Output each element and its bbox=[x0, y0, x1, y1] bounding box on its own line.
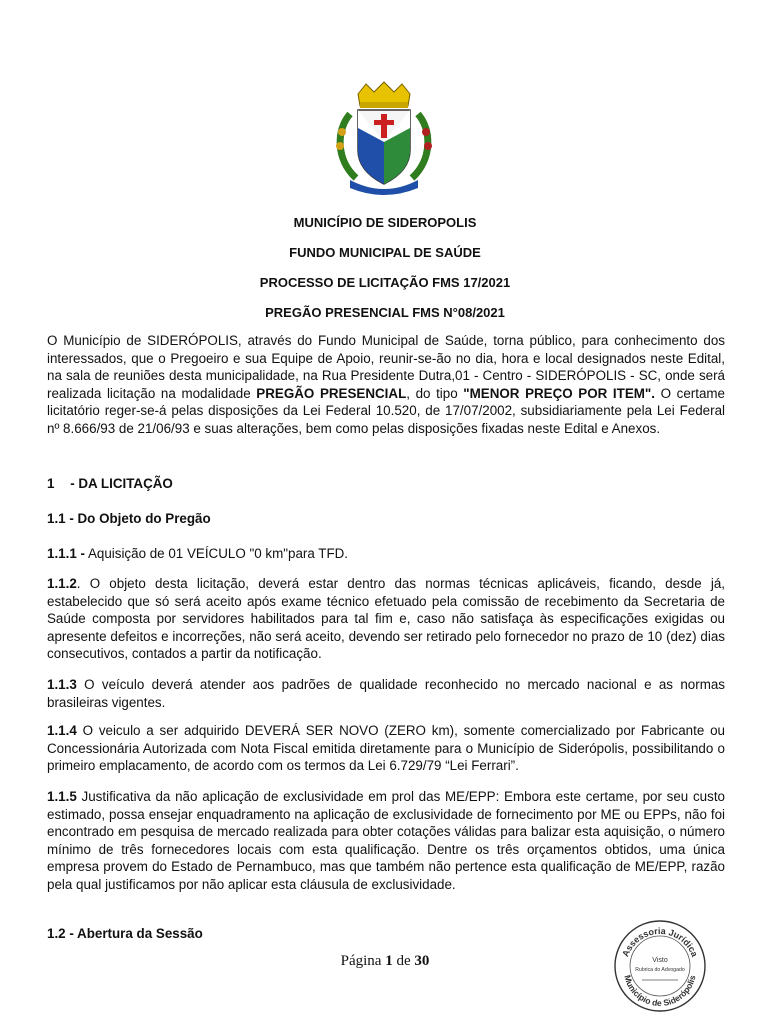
footer-separator: de bbox=[392, 953, 415, 969]
footer-page-number: 1 bbox=[385, 953, 393, 969]
stamp-arc-bottom: Município de Siderópolis bbox=[622, 973, 698, 1009]
stamp-arc-top: Assessoria Jurídica bbox=[620, 925, 700, 959]
intro-text-3: O certame licitatório reger-se-á pelas disposições da Lei Federal 10.520, de 17/07/2002, subsidiariamente pela Lei Federal nº 8.666/93 de 21/06/93 e suas alterações, bem como pelas disposições fixadas neste Edital e Anexos. bbox=[47, 385, 726, 436]
clause-1-1-2-number: 1.1.2 bbox=[47, 576, 77, 591]
clause-1-1-5-number: 1.1.5 bbox=[47, 789, 77, 804]
section-1-number: 1 bbox=[47, 476, 55, 491]
header-pregao: PREGÃO PRESENCIAL FMS N°08/2021 bbox=[265, 305, 505, 320]
intro-bold-modality: PREGÃO PRESENCIAL bbox=[256, 385, 407, 401]
intro-paragraph bbox=[47, 332, 725, 438]
clause-1-1-1 bbox=[47, 545, 725, 563]
stamp-rubrica: Rubrica do Advogado bbox=[635, 967, 685, 973]
section-1-heading bbox=[47, 476, 173, 491]
clause-1-1-2-text: . O objeto desta licitação, deverá estar dentro das normas técnicas aplicáveis, ficando, desde já, estabelecido que só será aceito após exame técnico efetuado pela comissão de recebimento da Secretaria de Saúde composta por servidores habilitados para tal fim e, caso não satisfaça às especificações exigidas ou apresente defeitos e incorreções, não será aceito, devendo ser retirado pelo fornecedor no prazo de 10 (dez) dias consecutivos, contados a partir da notificação. bbox=[47, 576, 725, 662]
clause-1-1-2 bbox=[47, 575, 725, 663]
stamp-visto: Visto bbox=[652, 957, 668, 964]
intro-bold-type: "MENOR PREÇO POR ITEM". bbox=[463, 385, 655, 401]
legal-advisory-stamp bbox=[612, 918, 708, 1014]
header-fund: FUNDO MUNICIPAL DE SAÚDE bbox=[289, 245, 481, 260]
coat-of-arms-emblem bbox=[328, 80, 440, 198]
clause-1-1-4-text: O veiculo a ser adquirido DEVERÁ SER NOVO (ZERO km), somente comercializado por Fabricante ou Concessionária Autorizada com Nota Fiscal emitida diretamente para o Município de Siderópolis, possibilitando o primeiro emplacamento, de acordo com os termos da Lei 6.729/79 “Lei Ferrari”. bbox=[47, 723, 725, 774]
intro-text-1: O Município de SIDERÓPOLIS, através do Fundo Municipal de Saúde, torna público, para conhecimento dos interessados, que o Pregoeiro e sua Equipe de Apoio, reunir-se-ão no dia, hora e local designados neste Edital, na sala de reuniões desta municipalidade, na Rua Presidente Dutra,01 - Centro - SIDERÓPOLIS - SC, onde será realizada licitação na modalidade bbox=[47, 333, 725, 401]
clause-1-1-3 bbox=[47, 676, 725, 711]
clause-1-1-5-text: Justificativa da não aplicação de exclusividade em prol das ME/EPP: Embora este certame, por seu custo estimado, possa ensejar enquadramento na aplicação de exclusividade de fornecimento por ME ou EPPs, não foi encontrado em pesquisa de mercado realizada para obter cotações válidas para balizar esta aquisição, o número mínimo de três fornecedores locais com esta qualificação. Dentre os três orçamentos obtidos, uma única empresa provem do Estado de Pernambuco, mas que também não pertence esta qualificação de ME/EPP, razão pela qual justificamos por não aplicar esta cláusula de exclusividade. bbox=[47, 789, 725, 892]
clause-1-1-3-number: 1.1.3 bbox=[47, 677, 77, 692]
header-municipality: MUNICÍPIO DE SIDEROPOLIS bbox=[293, 215, 477, 230]
header-process: PROCESSO DE LICITAÇÃO FMS 17/2021 bbox=[259, 275, 511, 290]
clause-1-1-4-number: 1.1.4 bbox=[47, 723, 77, 738]
clause-1-1-5 bbox=[47, 788, 725, 894]
clause-1-1-1-number: 1.1.1 - bbox=[47, 546, 85, 561]
clause-1-1-3-text: O veículo deverá atender aos padrões de qualidade reconhecido no mercado nacional e as normas brasileiras vigentes. bbox=[47, 677, 725, 710]
section-1-1-heading: 1.1 - Do Objeto do Pregão bbox=[47, 511, 211, 526]
footer-total-pages: 30 bbox=[414, 953, 430, 969]
intro-text-2: , do tipo bbox=[406, 385, 464, 401]
section-1-2-heading: 1.2 - Abertura da Sessão bbox=[47, 926, 203, 941]
footer-prefix: Página bbox=[340, 953, 386, 969]
clause-1-1-1-text: Aquisição de 01 VEÍCULO "0 km"para TFD. bbox=[84, 546, 349, 561]
clause-1-1-4 bbox=[47, 722, 725, 775]
section-1-title: - DA LICITAÇÃO bbox=[70, 476, 173, 491]
